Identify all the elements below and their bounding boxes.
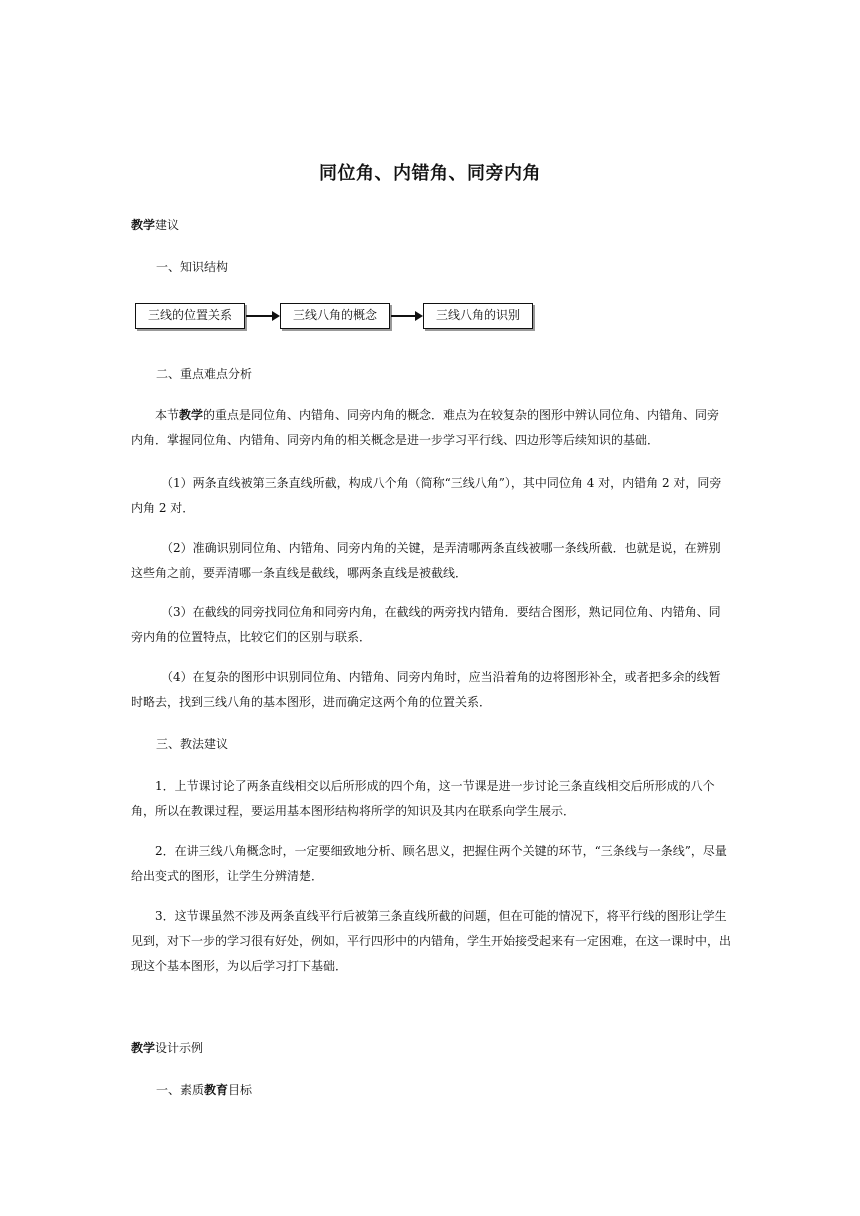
flow-arrow-1: [246, 315, 278, 317]
h4-pre: 一、素质: [156, 1083, 205, 1097]
section-heading-rest: 建议: [155, 218, 180, 232]
subheading-teaching-method: 三、教法建议: [156, 737, 229, 751]
subheading-knowledge-structure: 一、知识结构: [156, 260, 229, 274]
point-1: （1）两条直线被第三条直线所截，构成八个角（简称“三线八角”），其中同位角 4 对，内错角 2 对，同旁内角 2 对．: [131, 476, 722, 515]
h4-bold: 教育: [204, 1083, 229, 1097]
suggestion-2: 2．在讲三线八角概念时，一定要细致地分析、顾名思义，把握住两个关键的环节，“三条线与一条线”，尽量给出变式的图形，让学生分辨清楚．: [131, 844, 727, 883]
h4-post: 目标: [228, 1083, 253, 1097]
intro-post: 的重点是同位角、内错角、同旁内角的概念．难点为在较复杂的图形中辨认同位角、内错角、同旁内角．掌握同位角、内错角、同旁内角的相关概念是进一步学习平行线、四边形等后续知识的基础．: [131, 408, 720, 447]
point-3: （3）在截线的同旁找同位角和同旁内角，在截线的两旁找内错角．要结合图形，熟记同位角、内错角、同旁内角的位置特点，比较它们的区别与联系．: [131, 605, 721, 644]
flow-box-3: 三线八角的识别: [423, 303, 533, 329]
section-heading-bold: 教学: [131, 1041, 156, 1055]
section-heading-teaching-advice: [131, 215, 179, 235]
flow-box-1: 三线的位置关系: [135, 303, 245, 329]
flow-arrow-2: [391, 315, 421, 317]
flow-box-2: 三线八角的概念: [280, 303, 390, 329]
suggestion-1: 1．上节课讨论了两条直线相交以后所形成的四个角，这一节课是进一步讨论三条直线相交后所形成的八个角，所以在教课过程，要运用基本图形结构将所学的知识及其内在联系向学生展示．: [131, 779, 715, 818]
point-4: （4）在复杂的图形中识别同位角、内错角、同旁内角时，应当沿着角的边将图形补全，或者把多余的线暂时略去，找到三线八角的基本图形，进而确定这两个角的位置关系．: [131, 670, 721, 709]
page-title: 同位角、内错角、同旁内角: [319, 163, 541, 184]
subheading-quality-education-goals: [156, 1080, 252, 1100]
intro-paragraph: [131, 403, 731, 453]
intro-bold: 教学: [179, 408, 204, 422]
section-heading-rest: 设计示例: [155, 1041, 204, 1055]
section-heading-design-example: [131, 1038, 203, 1058]
knowledge-flowchart: [135, 303, 535, 335]
subheading-key-difficulty: 二、重点难点分析: [156, 367, 253, 381]
intro-pre: 本节: [155, 408, 180, 422]
section-heading-bold: 教学: [131, 218, 156, 232]
point-2: （2）准确识别同位角、内错角、同旁内角的关键，是弄清哪两条直线被哪一条线所截．也就是说，在辨别这些角之前，要弄清哪一条直线是截线，哪两条直线是被截线．: [131, 541, 721, 580]
suggestion-3: 3．这节课虽然不涉及两条直线平行后被第三条直线所截的问题，但在可能的情况下，将平行线的图形让学生见到，对下一步的学习很有好处，例如，平行四形中的内错角，学生开始接受起来有一定困难，在这一课时中，出现这个基本图形，为以后学习打下基础．: [131, 909, 732, 973]
